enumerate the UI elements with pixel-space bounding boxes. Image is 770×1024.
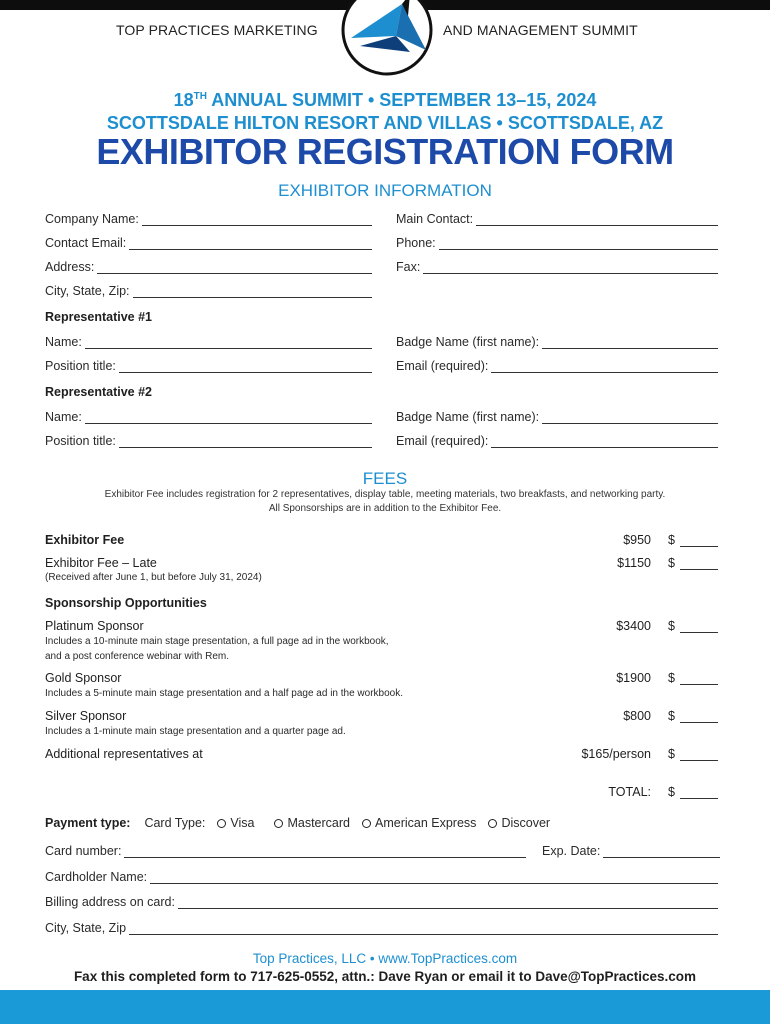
rep1-badge-label: Badge Name (first name):	[396, 335, 540, 349]
radio-icon	[488, 819, 497, 828]
rep1-position-line	[119, 361, 372, 373]
card-number-field[interactable]	[45, 842, 526, 858]
radio-icon	[217, 819, 226, 828]
card-type-label: Card Type:	[144, 816, 206, 830]
address-label: Address:	[45, 260, 95, 274]
rep1-position-label: Position title:	[45, 359, 116, 373]
dollar-sign: $	[668, 619, 675, 633]
card-number-line	[124, 846, 526, 858]
visa-label: Visa	[230, 816, 255, 830]
exhibitor-fee-label: Exhibitor Fee	[45, 533, 125, 547]
platinum-desc-2: and a post conference webinar with Rem.	[45, 651, 229, 662]
rep2-badge-label: Badge Name (first name):	[396, 410, 540, 424]
payment-type-label: Payment type:	[45, 816, 131, 830]
gold-price: $1900	[616, 671, 651, 685]
rep2-name-label: Name:	[45, 410, 82, 424]
fax-field[interactable]	[396, 258, 718, 274]
cardholder-name-line	[150, 872, 718, 884]
rep2-position-line	[119, 436, 372, 448]
billing-city-label: City, State, Zip	[45, 921, 127, 935]
contact-email-label: Contact Email:	[45, 236, 127, 250]
payment-type-row	[45, 816, 550, 830]
amex-label: American Express	[375, 816, 477, 830]
billing-city-line	[129, 923, 718, 935]
total-label: TOTAL:	[608, 785, 651, 799]
late-fee-amount-field[interactable]	[668, 556, 718, 570]
rep2-heading: Representative #2	[45, 385, 153, 399]
gold-desc: Includes a 5-minute main stage presentation and a half page ad in the workbook.	[45, 688, 404, 699]
amount-line	[680, 749, 718, 761]
late-fee-price: $1150	[617, 556, 651, 570]
rep2-name-line	[85, 412, 372, 424]
total-amount-field[interactable]	[668, 785, 718, 799]
dollar-sign: $	[668, 785, 675, 799]
amount-line	[680, 558, 718, 570]
dollar-sign: $	[668, 709, 675, 723]
city-state-zip-line	[133, 286, 372, 298]
contact-email-field[interactable]	[45, 234, 372, 250]
bottom-bar	[0, 990, 770, 1024]
rep1-email-label: Email (required):	[396, 359, 489, 373]
rep1-heading: Representative #1	[45, 310, 153, 324]
billing-city-field[interactable]	[45, 919, 718, 935]
rep2-position-field[interactable]	[45, 432, 372, 448]
billing-address-field[interactable]	[45, 893, 718, 909]
additional-reps-price: $165/person	[581, 747, 651, 761]
radio-icon	[362, 819, 371, 828]
platinum-desc-1: Includes a 10-minute main stage presentation, a full page ad in the workbook,	[45, 636, 389, 647]
rep1-name-label: Name:	[45, 335, 82, 349]
company-name-field[interactable]	[45, 210, 372, 226]
billing-address-label: Billing address on card:	[45, 895, 175, 909]
address-field[interactable]	[45, 258, 372, 274]
city-state-zip-field[interactable]	[45, 282, 372, 298]
amount-line	[680, 621, 718, 633]
fax-line	[423, 262, 718, 274]
late-fee-desc: (Received after June 1, but before July 31, 2024)	[45, 572, 262, 583]
gold-label: Gold Sponsor	[45, 671, 122, 685]
exp-date-label: Exp. Date:	[542, 844, 601, 858]
platinum-amount-field[interactable]	[668, 619, 718, 633]
amount-line	[680, 711, 718, 723]
rep1-name-field[interactable]	[45, 333, 372, 349]
silver-label: Silver Sponsor	[45, 709, 127, 723]
dollar-sign: $	[668, 671, 675, 685]
rep2-badge-field[interactable]	[396, 408, 718, 424]
exhibitor-fee-price: $950	[623, 533, 651, 547]
gold-amount-field[interactable]	[668, 671, 718, 685]
summit-triangle-logo-icon	[338, 0, 436, 80]
cardholder-name-field[interactable]	[45, 868, 718, 884]
fax-label: Fax:	[396, 260, 421, 274]
summit-superscript: TH	[193, 91, 207, 102]
amex-option[interactable]	[362, 816, 476, 830]
summit-date-line	[0, 90, 770, 111]
header-left-text: TOP PRACTICES MARKETING	[116, 22, 318, 38]
main-contact-field[interactable]	[396, 210, 718, 226]
footer-company: Top Practices, LLC • www.TopPractices.com	[252, 951, 518, 966]
exp-date-line	[603, 846, 720, 858]
dollar-sign: $	[668, 556, 675, 570]
silver-desc: Includes a 1-minute main stage presentation and a quarter page ad.	[45, 726, 346, 737]
address-line	[97, 262, 372, 274]
company-name-line	[142, 214, 372, 226]
radio-icon	[274, 819, 283, 828]
billing-address-line	[178, 897, 718, 909]
rep1-badge-line	[542, 337, 718, 349]
discover-option[interactable]	[488, 816, 550, 830]
rep1-name-line	[85, 337, 372, 349]
rep1-email-line	[491, 361, 718, 373]
dollar-sign: $	[668, 533, 675, 547]
rep2-email-line	[491, 436, 718, 448]
company-name-label: Company Name:	[45, 212, 139, 226]
rep1-badge-field[interactable]	[396, 333, 718, 349]
footer-instructions: Fax this completed form to 717-625-0552, attn.: Dave Ryan or email it to Dave@TopPractices.com	[73, 969, 697, 984]
fees-note-2: All Sponsorships are in addition to the Exhibitor Fee.	[268, 503, 502, 514]
main-contact-label: Main Contact:	[396, 212, 474, 226]
amount-line	[680, 535, 718, 547]
exhibitor-fee-amount-field[interactable]	[668, 533, 718, 547]
additional-reps-amount-field[interactable]	[668, 747, 718, 761]
summit-number: 18	[173, 90, 194, 110]
additional-reps-label: Additional representatives at	[45, 747, 203, 761]
phone-field[interactable]	[396, 234, 718, 250]
exhibitor-info-heading: EXHIBITOR INFORMATION	[278, 181, 492, 200]
mastercard-label: Mastercard	[287, 816, 350, 830]
platinum-price: $3400	[616, 619, 651, 633]
rep2-email-field[interactable]	[396, 432, 718, 448]
silver-amount-field[interactable]	[668, 709, 718, 723]
visa-option[interactable]	[217, 816, 254, 830]
rep1-email-field[interactable]	[396, 357, 718, 373]
exp-date-field[interactable]	[542, 842, 720, 858]
cardholder-name-label: Cardholder Name:	[45, 870, 148, 884]
mastercard-option[interactable]	[274, 816, 350, 830]
silver-price: $800	[623, 709, 651, 723]
fees-heading: FEES	[362, 469, 408, 488]
discover-label: Discover	[501, 816, 551, 830]
amount-line	[680, 787, 718, 799]
dollar-sign: $	[668, 747, 675, 761]
amount-line	[680, 673, 718, 685]
header-right-text: AND MANAGEMENT SUMMIT	[443, 22, 638, 38]
venue-line: SCOTTSDALE HILTON RESORT AND VILLAS • SCOTTSDALE, AZ	[106, 113, 664, 133]
form-title: EXHIBITOR REGISTRATION FORM	[96, 131, 674, 172]
rep2-badge-line	[542, 412, 718, 424]
card-number-label: Card number:	[45, 844, 122, 858]
phone-line	[439, 238, 718, 250]
phone-label: Phone:	[396, 236, 436, 250]
late-fee-label: Exhibitor Fee – Late	[45, 556, 157, 570]
contact-email-line	[129, 238, 372, 250]
rep1-position-field[interactable]	[45, 357, 372, 373]
sponsorship-heading: Sponsorship Opportunities	[45, 596, 207, 610]
summit-date-text: ANNUAL SUMMIT • SEPTEMBER 13–15, 2024	[206, 90, 597, 110]
city-state-zip-label: City, State, Zip:	[45, 284, 130, 298]
rep2-email-label: Email (required):	[396, 434, 489, 448]
fees-note-1: Exhibitor Fee includes registration for 2 representatives, display table, meeting materials, two breakfasts, and networking party.	[104, 489, 666, 500]
rep2-name-field[interactable]	[45, 408, 372, 424]
rep2-position-label: Position title:	[45, 434, 116, 448]
main-contact-line	[476, 214, 718, 226]
platinum-label: Platinum Sponsor	[45, 619, 144, 633]
